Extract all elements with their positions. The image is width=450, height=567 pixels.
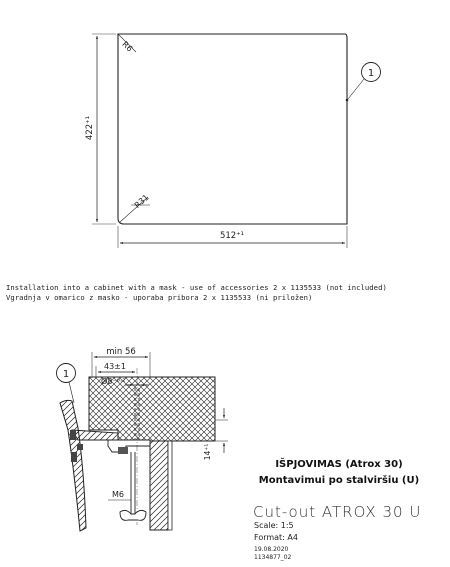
width-dim-label: 512⁺¹	[219, 231, 245, 241]
install-note-en: Installation into a cabinet with a mask - use of accessories 2 x 1135533 (not included)	[6, 283, 387, 292]
date-label: 19.08.2020	[254, 546, 289, 553]
subtitle-lt: Montavimui po stalviršiu (U)	[258, 475, 420, 486]
top-view	[85, 34, 381, 248]
wing-nut	[120, 510, 146, 520]
install-note-sl: Vgradnja v omarico z masko - uporaba pribora 2 x 1135533 (ni priložen)	[6, 293, 313, 302]
cutout-outline	[118, 34, 347, 224]
hole-dia-label: Ø8⁻⁰·²	[101, 377, 126, 386]
title-lt: IŠPJOVIMAS (Atrox 30)	[275, 459, 403, 470]
thickness-label: 14⁺¹	[203, 443, 212, 461]
cabinet-side	[150, 441, 168, 530]
r31-label: R31	[132, 192, 151, 210]
countertop-section	[89, 377, 215, 441]
scale-label: Scale: 1:5	[254, 521, 294, 530]
min-56-label: min 56	[106, 347, 136, 357]
format-label: Format: A4	[254, 533, 298, 542]
doc-number: 1134877_02	[254, 554, 292, 561]
callout-number: 1	[367, 68, 375, 79]
m6-label: M6	[112, 490, 124, 499]
offset-43-label: 43±1	[104, 362, 126, 371]
section-view	[57, 347, 229, 531]
height-dim-label: 422⁺¹	[85, 115, 95, 141]
sink-wall-section	[60, 400, 86, 531]
r6-label: R6	[120, 39, 135, 54]
cutout-title: Cut-out ATROX 30 U	[253, 503, 422, 521]
section-callout-number: 1	[62, 369, 70, 380]
